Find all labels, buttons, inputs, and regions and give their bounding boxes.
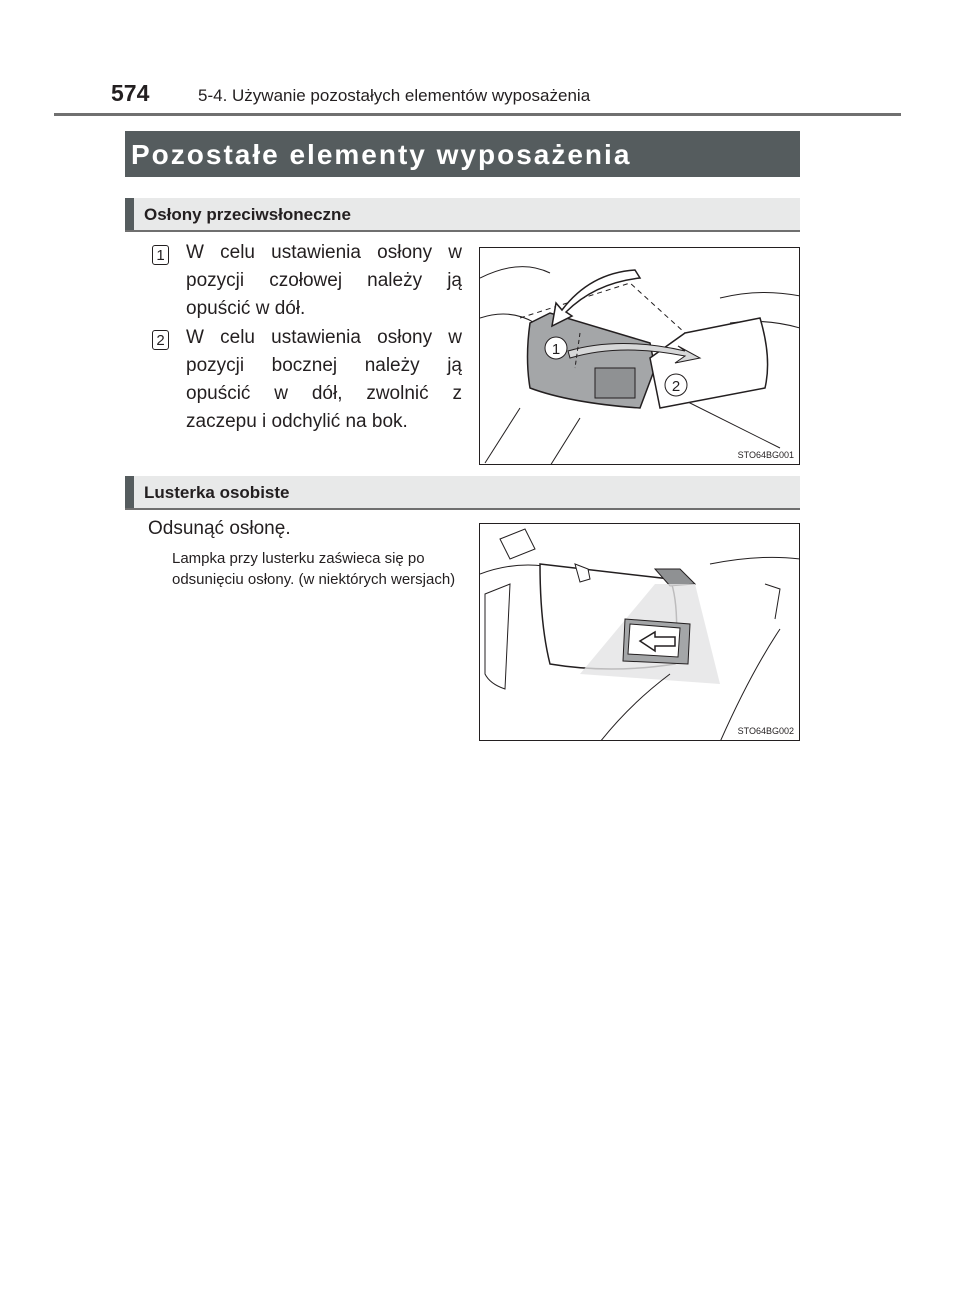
step-number-badge: 1 — [152, 245, 169, 265]
sun-visor-drawing — [480, 248, 800, 465]
step-text: W celu ustawienia osłony w pozycji bocznej należy ją opuścić w dół, zwolnić z zaczepu i odchylić na bok. — [186, 327, 462, 432]
note-text: Lampka przy lusterku zaświeca się po odsunięciu osłony. (w niektórych wersjach) — [172, 550, 456, 588]
callout-1: 1 — [551, 341, 561, 358]
section-heading-sun-visors — [125, 198, 800, 232]
figure-code: STO64BG001 — [737, 450, 794, 460]
callout-2: 2 — [671, 378, 681, 395]
section-heading-text: Lusterka osobiste — [144, 483, 290, 502]
figure-code: STO64BG002 — [737, 726, 794, 736]
section-accent — [125, 476, 134, 508]
page-title: Pozostałe elementy wyposażenia — [131, 139, 632, 170]
section-heading-vanity-mirrors — [125, 476, 800, 510]
header-divider — [54, 113, 901, 116]
instruction-text: Odsunąć osłonę. — [148, 518, 291, 539]
section-accent — [125, 198, 134, 230]
sun-visor-illustration — [479, 247, 800, 465]
section-heading-text: Osłony przeciwsłoneczne — [144, 205, 351, 224]
step-text: W celu ustawienia osłony w pozycji czołowej należy ją opuścić w dół. — [186, 242, 462, 319]
page-number: 574 — [111, 80, 150, 106]
vanity-mirror-drawing — [480, 524, 800, 741]
vanity-mirror-illustration — [479, 523, 800, 741]
chapter-title: 5-4. Używanie pozostałych elementów wyposażenia — [198, 86, 591, 105]
step-number-badge: 2 — [152, 330, 169, 350]
